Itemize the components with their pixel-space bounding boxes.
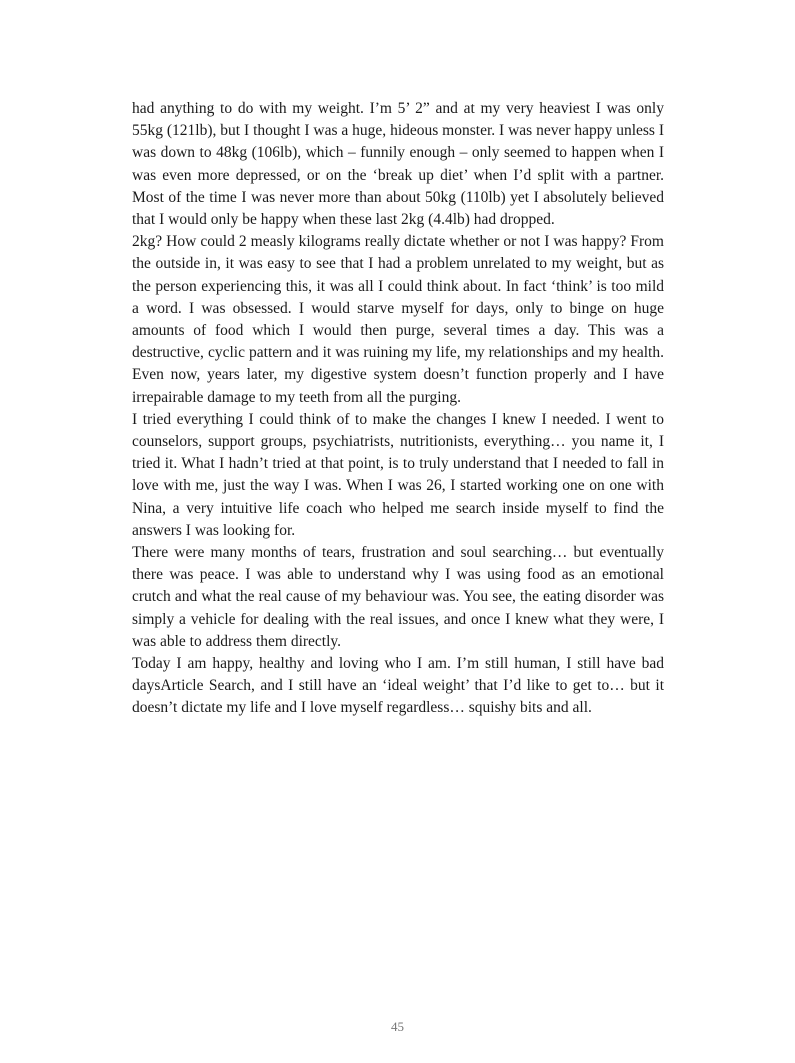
paragraph-1: had anything to do with my weight. I’m 5’ 2” and at my very heaviest I was only 55kg (121lb), but I thought I was a huge, hideous monster. I was never happy unless I was down to 48kg (106lb), which – funnily enough – only seemed to happen when I was even more depressed, or on the ‘break up diet’ when I’d split with a partner. Most of the time I was never more than about 50kg (110lb) yet I absolutely believed that I would only be happy when these last 2kg (4.4lb) had dropped. bbox=[132, 100, 664, 229]
paragraph-5: Today I am happy, healthy and loving who I am. I’m still human, I still have bad daysArticle Search, and I still have an ‘ideal weight’ that I’d like to get to… but it doesn’t dictate my life and I love myself regardless… squishy bits and all. bbox=[132, 655, 664, 717]
paragraph-3: I tried everything I could think of to make the changes I knew I needed. I went to counselors, support groups, psychiatrists, nutritionists, everything… you name it, I tried it. What I hadn’t tried at that point, is to truly understand that I needed to fall in love with me, just the way I was. When I was 26, I started working one on one with Nina, a very intuitive life coach who helped me search inside myself to find the answers I was looking for. bbox=[132, 410, 664, 539]
paragraph-2: 2kg? How could 2 measly kilograms really dictate whether or not I was happy? From the outside in, it was easy to see that I had a problem unrelated to my weight, but as the person experiencing this, it was all I could think about. In fact ‘think’ is too mild a word. I was obsessed. I would starve myself for days, only to binge on huge amounts of food which I would then purge, several times a day. This was a destructive, cyclic pattern and it was ruining my life, my relationships and my health. Even now, years later, my digestive system doesn’t function properly and I have irrepairable damage to my teeth from all the purging. bbox=[132, 233, 664, 406]
body-text bbox=[132, 98, 664, 720]
paragraph-4: There were many months of tears, frustration and soul searching… but eventually there was peace. I was able to understand why I was using food as an emotional crutch and what the real cause of my behaviour was. You see, the eating disorder was simply a vehicle for dealing with the real issues, and once I knew what they were, I was able to address them directly. bbox=[132, 544, 664, 650]
page-number: 45 bbox=[391, 1019, 404, 1034]
